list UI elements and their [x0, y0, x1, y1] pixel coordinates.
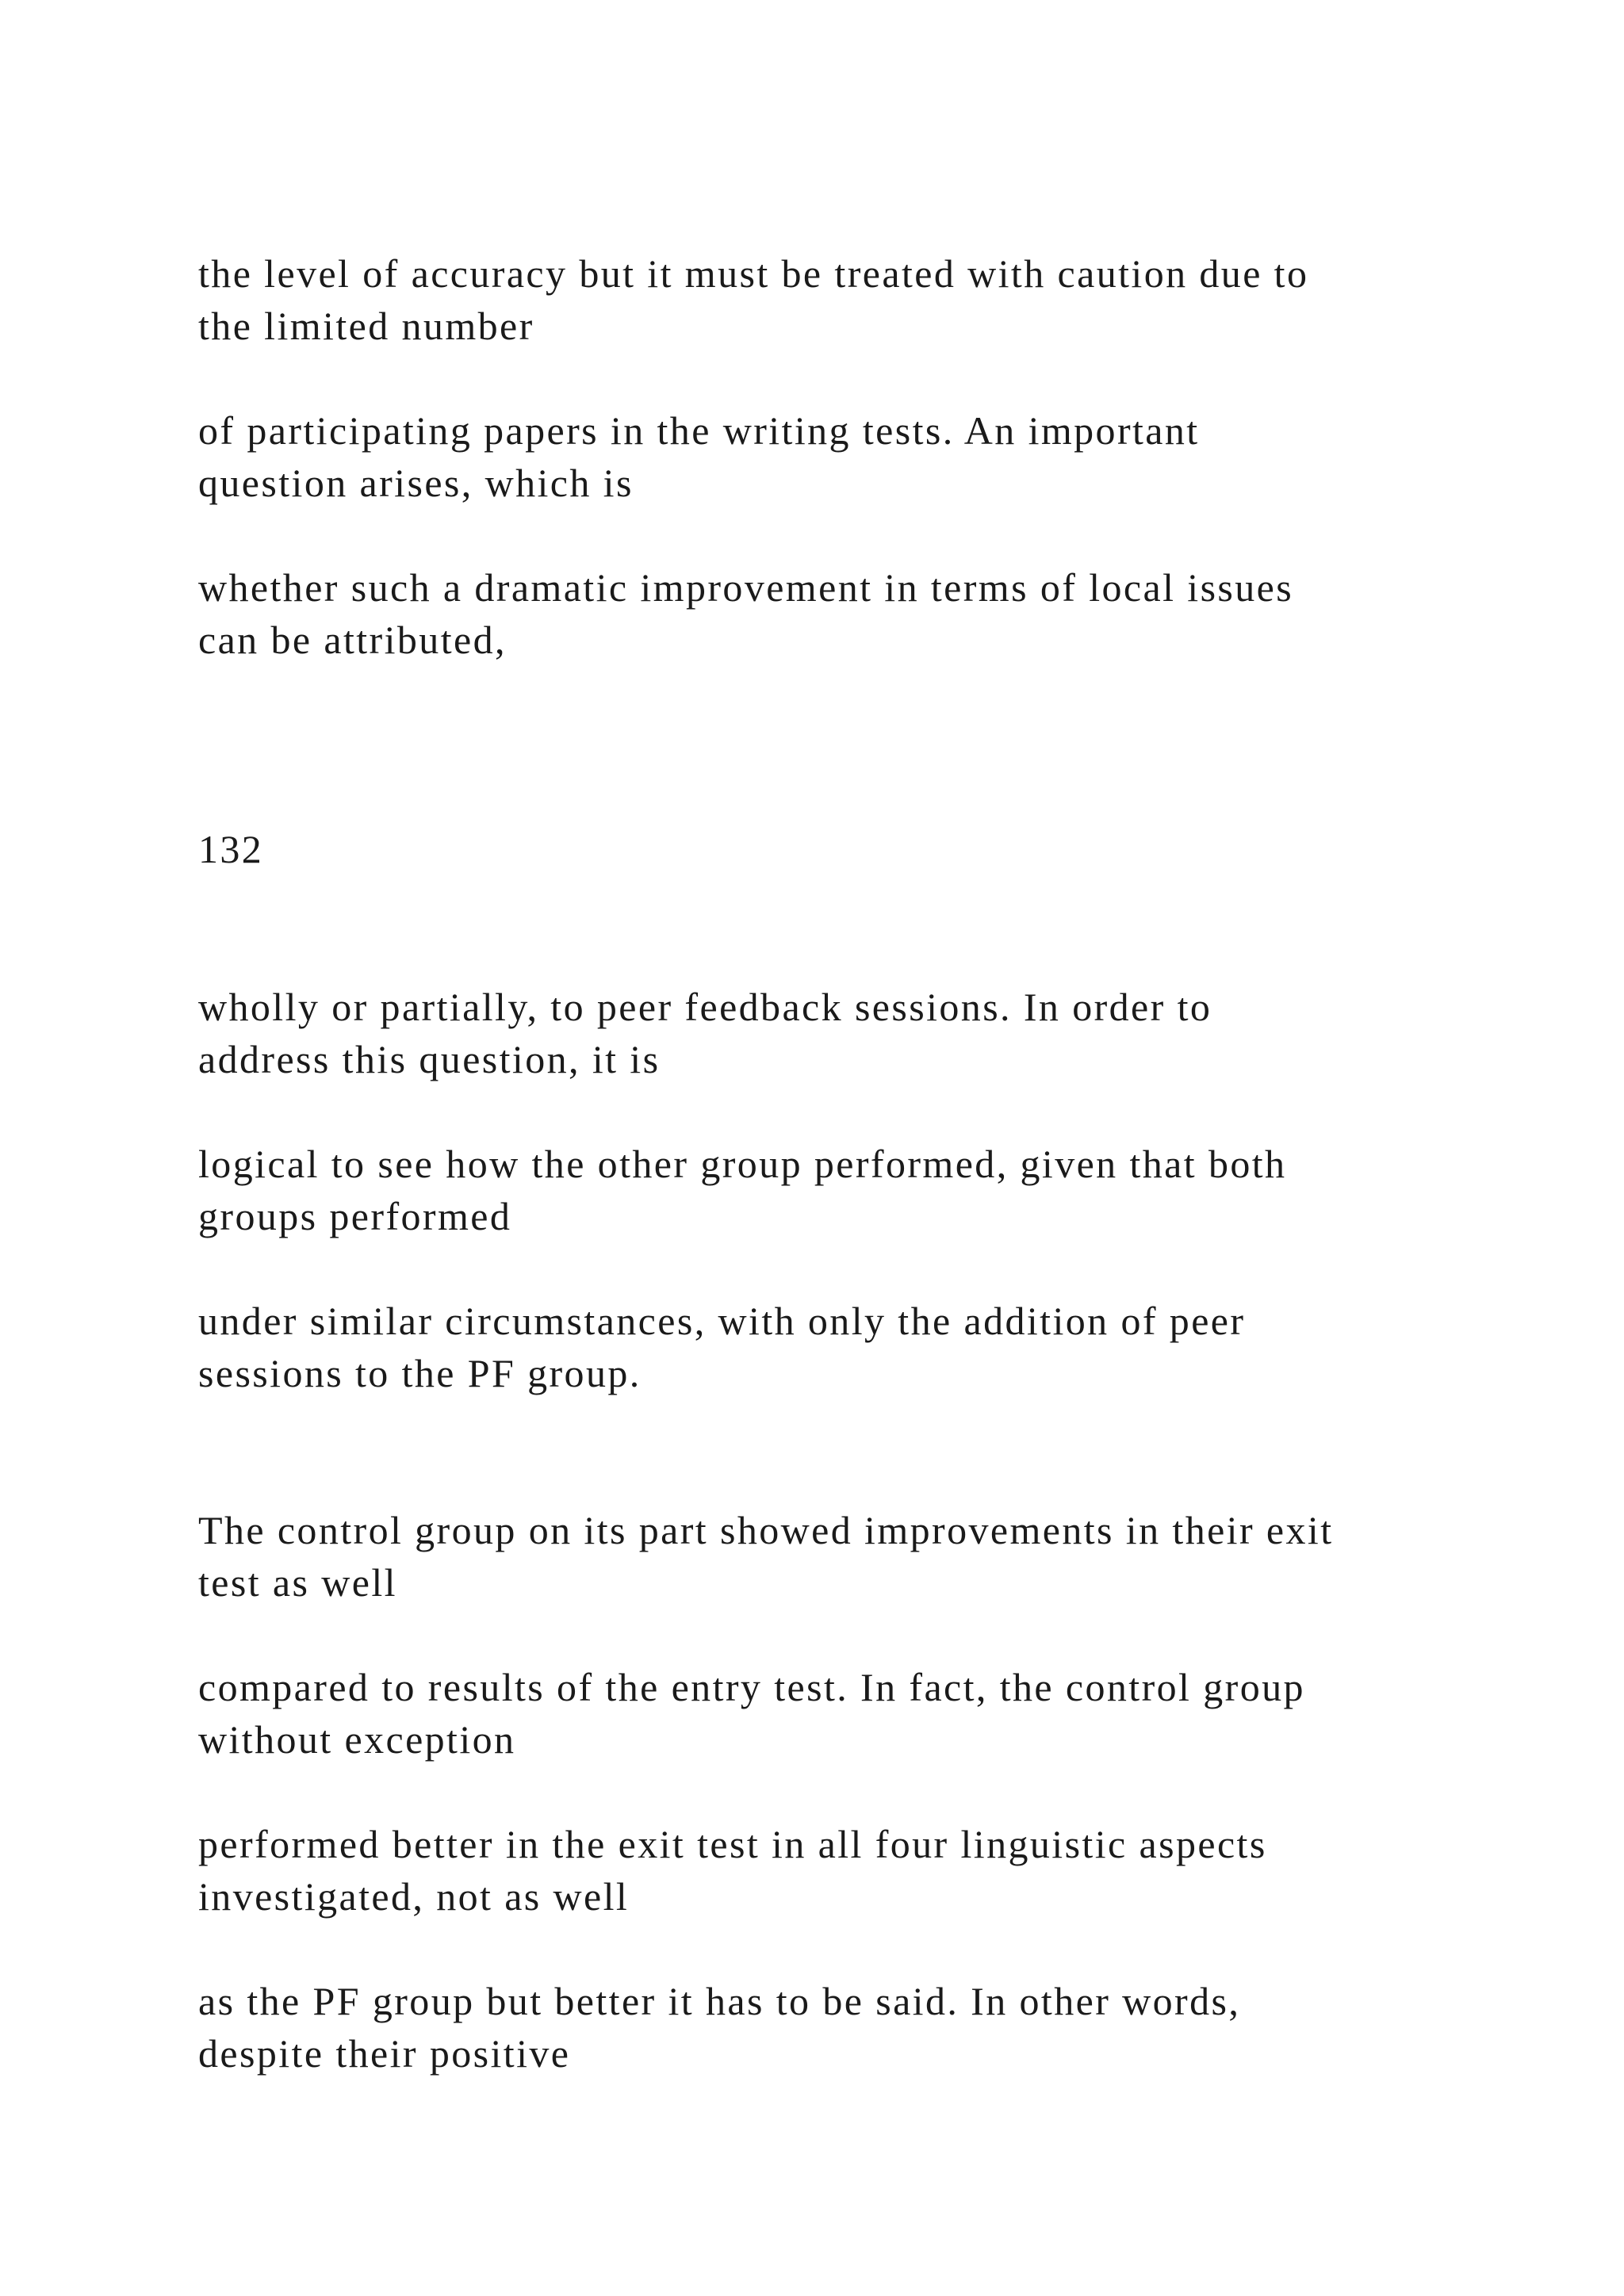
- text-line: without exception: [198, 1717, 516, 1762]
- text-line: the level of accuracy but it must be treated with caution due to: [198, 251, 1309, 296]
- text-line: investigated, not as well: [198, 1874, 630, 1919]
- text-line: address this question, it is: [198, 1037, 661, 1081]
- text-line: under similar circumstances, with only the addition of peer: [198, 1299, 1246, 1343]
- text-line: sessions to the PF group.: [198, 1351, 642, 1395]
- text-line: logical to see how the other group performed, given that both: [198, 1142, 1287, 1186]
- text-line: of participating papers in the writing tests. An important: [198, 408, 1200, 453]
- text-line: question arises, which is: [198, 461, 634, 505]
- text-line: as the PF group but better it has to be said. In other words,: [198, 1979, 1241, 2023]
- text-line: can be attributed,: [198, 618, 507, 662]
- text-line: despite their positive: [198, 2031, 571, 2076]
- text-line: wholly or partially, to peer feedback sessions. In order to: [198, 985, 1212, 1029]
- text-line: performed better in the exit test in all four linguistic aspects: [198, 1822, 1267, 1866]
- text-line: whether such a dramatic improvement in terms of local issues: [198, 565, 1294, 610]
- text-line: groups performed: [198, 1194, 512, 1238]
- text-line: test as well: [198, 1560, 397, 1605]
- text-line: the limited number: [198, 304, 534, 348]
- text-line: The control group on its part showed improvements in their exit: [198, 1508, 1334, 1552]
- page-number: 132: [198, 827, 264, 871]
- text-line: compared to results of the entry test. In fact, the control group: [198, 1665, 1305, 1709]
